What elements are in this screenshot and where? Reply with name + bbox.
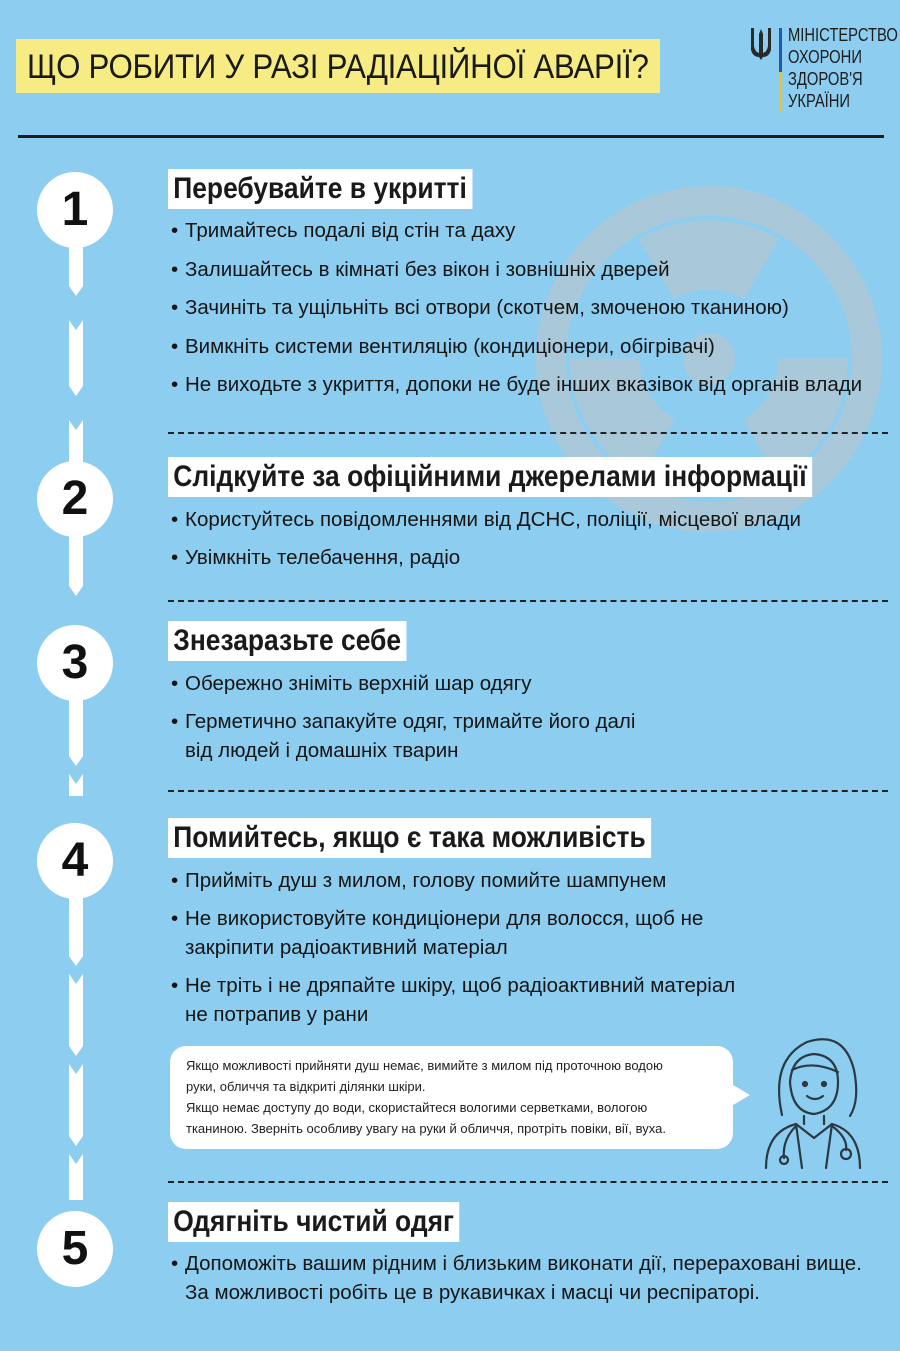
- section-title-clean-clothes: Одягніть чистий одяг: [168, 1202, 459, 1242]
- flag-yellow-bar: [779, 72, 782, 112]
- trident-icon: [749, 26, 773, 60]
- ministry-logo: [745, 24, 898, 114]
- ministry-name: МІНІСТЕРСТВО ОХОРОНИ ЗДОРОВ'Я УКРАЇНИ: [788, 25, 898, 111]
- list-item: • Не тріть і не дряпайте шкіру, щоб радіоактивний матеріал не потрапив у рани: [171, 971, 735, 1029]
- list-item: • Не виходьте з укриття, допоки не буде інших вказівок від органів влади: [171, 370, 862, 399]
- list-item: • Вимкніть системи вентиляцію (кондиціонери, обігрівачі): [171, 332, 715, 361]
- page-title: ЩО РОБИТИ У РАЗІ РАДІАЦІЙНОЇ АВАРІЇ?: [16, 39, 660, 93]
- list-item: • Герметично запакуйте одяг, тримайте його далі від людей і домашніх тварин: [171, 707, 635, 765]
- list-item: • Користуйтесь повідомленнями від ДСНС, поліції, місцевої влади: [171, 505, 801, 534]
- section-title-info-sources: Слідкуйте за офіційними джерелами інформації: [168, 457, 812, 497]
- bubble-tail: [728, 1082, 750, 1108]
- list-item: • Допоможіть вашим рідним і близьким виконати дії, перераховані вище. За можливості робіть це в рукавичках і масці чи респіраторі.: [171, 1249, 862, 1307]
- step-number-5: 5: [37, 1211, 113, 1287]
- list-item: • Залишайтесь в кімнаті без вікон і зовнішніх дверей: [171, 255, 670, 284]
- list-item: • Не використовуйте кондиціонери для волосся, щоб не закріпити радіоактивний матеріал: [171, 904, 703, 962]
- step-number-2: 2: [37, 461, 113, 537]
- list-item: • Зачиніть та ущільніть всі отвори (скотчем, змоченою тканиною): [171, 293, 789, 322]
- list-item: • Увімкніть телебачення, радіо: [171, 543, 460, 572]
- section-divider: [168, 1181, 888, 1183]
- section-title-decontaminate: Знезаразьте себе: [168, 621, 406, 661]
- doctor-icon: [752, 1020, 872, 1170]
- step-number-3: 3: [37, 625, 113, 701]
- step-number-4: 4: [37, 823, 113, 899]
- list-item: • Обережно зніміть верхній шар одягу: [171, 669, 531, 698]
- list-item: • Прийміть душ з милом, голову помийте шампунем: [171, 866, 666, 895]
- note-bubble: Якщо можливості прийняти душ немає, вимийте з милом під проточною водою руки, обличчя та відкриті ділянки шкіри. Якщо немає доступу до води, скористайтеся вологими серветками, вологою тканиною. Зверніть особливу увагу на руки й обличчя, протріть повіки, вії, вуха.: [170, 1046, 733, 1149]
- list-item: • Тримайтесь подалі від стін та даху: [171, 216, 515, 245]
- section-divider: [168, 432, 888, 434]
- flag-blue-bar: [779, 28, 782, 72]
- section-title-wash: Помийтесь, якщо є така можливість: [168, 818, 651, 858]
- section-title-shelter: Перебувайте в укритті: [168, 169, 472, 209]
- section-divider: [168, 790, 888, 792]
- step-number-1: 1: [37, 172, 113, 248]
- section-divider: [168, 600, 888, 602]
- header-divider: [18, 135, 884, 138]
- timeline-arrow-icon: [66, 200, 86, 1260]
